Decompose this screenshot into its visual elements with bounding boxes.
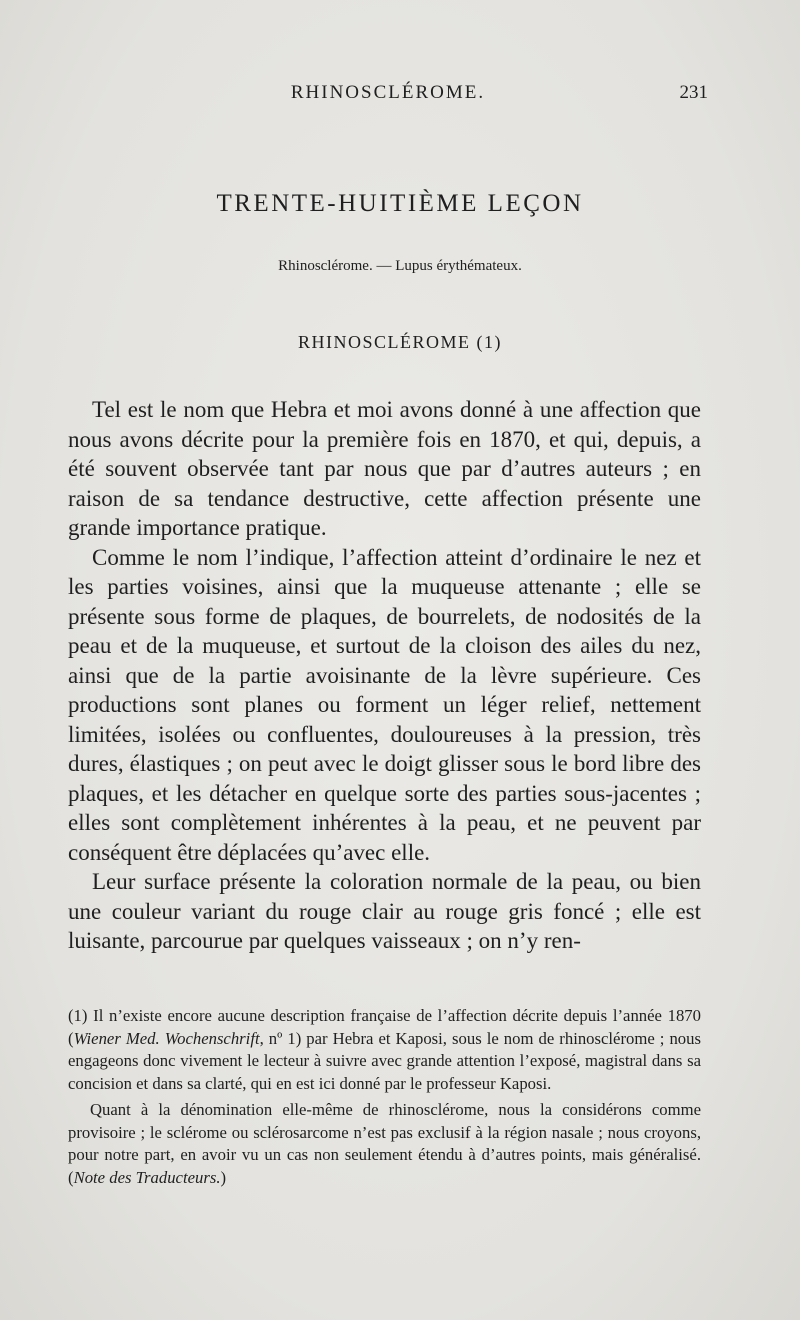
paragraph: Tel est le nom que Hebra et moi avons donné à une affection que nous avons décrite pour la première fois en 1870, et qui, depuis, a été souvent observée tant par nous que par d’autres auteurs ; en raison de sa tendance destructive, cette affection présente une grande importance pratique. — [68, 397, 701, 540]
section-title: RHINOSCLÉROME (1) — [298, 332, 502, 352]
footnote-1-text-b: , nº 1) par Hebra et Kaposi, sous le nom de rhinosclérome ; nous engageons donc vivement le lecteur à suivre avec grande attention l’exposé, magistral dans sa concision et dans sa clarté, qui en est ici donné par le professeur Kaposi. — [68, 1028, 701, 1093]
paragraph: Comme le nom l’indique, l’affection atteint d’ordinaire le nez et les parties voisines, ainsi que la muqueuse attenante ; elle se présente sous forme de plaques, de bourrelets, de nodosités de la peau et de la muqueuse, et surtout de la cloison des ailes du nez, ainsi que de la partie avoisinante de la lèvre supérieure. Ces productions sont planes ou forment un léger relief, nettement limitées, isolées ou confluentes, douloureuses à la pression, très dures, élastiques ; on peut avec le doigt glisser sous le bord libre des plaques, et les détacher en quelque sorte des parties sous-jacentes ; elles sont complètement inhérentes à la peau, et ne peuvent par conséquent être déplacées qu’avec elle. — [68, 544, 701, 865]
running-head: RHINOSCLÉROME. — [290, 82, 486, 103]
footnotes — [68, 1005, 701, 1189]
footnote-2 — [68, 1099, 701, 1189]
translators-note: Note des Traducteurs. — [73, 1167, 221, 1187]
paragraph: Leur surface présente la coloration normale de la peau, ou bien une couleur variant du rouge clair au rouge gris foncé ; elle est luisante, parcourue par quelques vaisseaux ; on n’y ren- — [68, 869, 701, 953]
footnote-mark: (1) — [68, 1006, 88, 1025]
lecon-subtitle: Rhinosclérome. — Lupus érythémateux. — [278, 258, 522, 274]
page-number: 231 — [679, 82, 708, 103]
footnote-2-text: Quant à la dénomination elle-même de rhinosclérome, nous la considérons comme provisoire ; le sclérome ou sclérosarcome n’est pas exclusif à la région nasale ; nous croyons, pour notre part, en avoir vu un cas non seulement étendu à d’autres points, mais généralisé. ( — [68, 1100, 701, 1187]
footnote-2-close: ) — [220, 1167, 227, 1187]
footnote-1-citation: Wiener Med. Wochenschrift — [73, 1028, 260, 1048]
footnote-1 — [68, 1005, 701, 1095]
page-header — [68, 82, 708, 112]
footnote-1-text-a: Il n’existe encore aucune description française de l’affection décrite depuis l’année 1870 ( — [68, 1006, 701, 1048]
lecon-title: TRENTE-HUITIÈME LEÇON — [216, 190, 584, 217]
body-text — [68, 395, 701, 956]
